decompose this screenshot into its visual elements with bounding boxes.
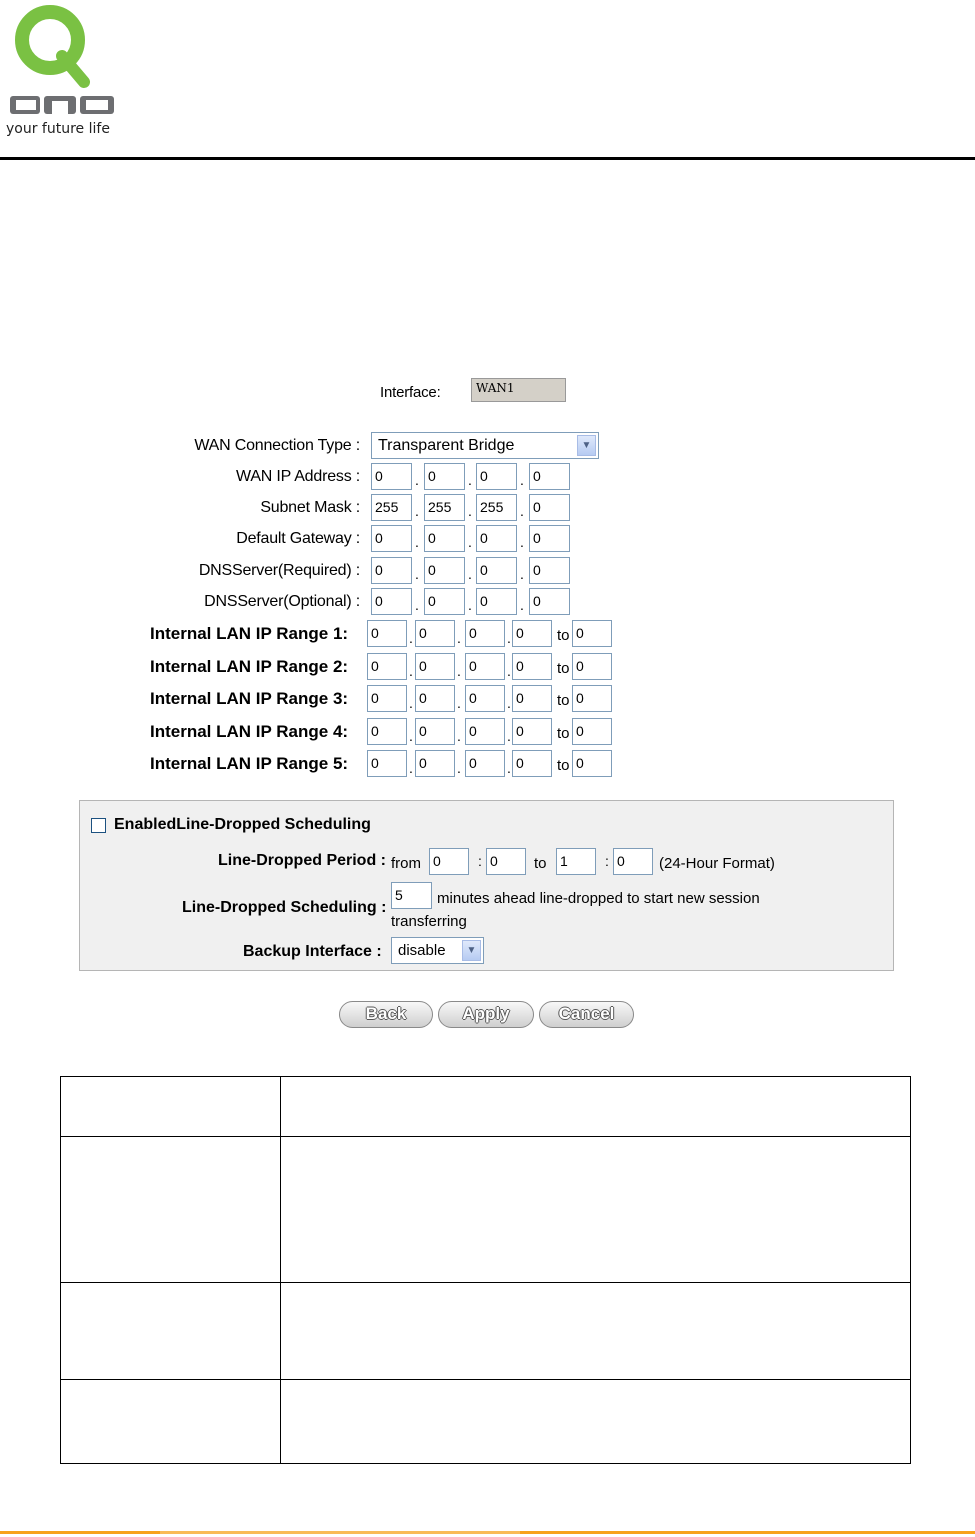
- qno-logo-icon: [4, 0, 124, 140]
- dns-required-label: DNSServer(Required) :: [198, 562, 360, 579]
- octet-separator: .: [520, 503, 524, 519]
- octet-separator: .: [409, 663, 413, 679]
- wan-ip-octet-3-input[interactable]: 0: [476, 463, 517, 490]
- octet-separator: .: [468, 472, 472, 488]
- lan-range-3-octet-4-input[interactable]: 0: [512, 685, 552, 712]
- lan-range-3-to-label: to: [557, 692, 570, 709]
- octet-separator: .: [468, 597, 472, 613]
- lan-range-4-end-input[interactable]: 0: [572, 718, 612, 745]
- lan-range-2-to-label: to: [557, 660, 570, 677]
- lan-range-2-octet-1-input[interactable]: 0: [367, 653, 407, 680]
- lan-range-3-label: Internal LAN IP Range 3:: [150, 689, 349, 708]
- octet-separator: .: [409, 760, 413, 776]
- qno-logo: [4, 0, 124, 140]
- lan-range-4-octet-2-input[interactable]: 0: [415, 718, 455, 745]
- octet-separator: .: [457, 695, 461, 711]
- wan-connection-type-label: WAN Connection Type :: [194, 437, 360, 454]
- default-gateway-octet-2-input[interactable]: 0: [424, 525, 465, 552]
- lan-range-3-octet-2-input[interactable]: 0: [415, 685, 455, 712]
- enable-scheduling-label: EnabledLine-Dropped Scheduling: [114, 816, 371, 833]
- octet-separator: .: [520, 472, 524, 488]
- lan-range-3-octet-1-input[interactable]: 0: [367, 685, 407, 712]
- chevron-down-icon[interactable]: ▼: [462, 940, 481, 961]
- octet-separator: .: [468, 534, 472, 550]
- line-dropped-period-label: Line-Dropped Period :: [218, 852, 386, 869]
- lan-range-5-octet-2-input[interactable]: 0: [415, 750, 455, 777]
- dns-required-octet-3-input[interactable]: 0: [476, 557, 517, 584]
- description-table: [60, 1076, 911, 1464]
- dns-optional-octet-2-input[interactable]: 0: [424, 588, 465, 615]
- wan-ip-label: WAN IP Address :: [236, 468, 360, 485]
- lan-range-5-end-input[interactable]: 0: [572, 750, 612, 777]
- header-divider: [0, 157, 975, 160]
- wan-ip-octet-2-input[interactable]: 0: [424, 463, 465, 490]
- minutes-ahead-input[interactable]: 5: [391, 882, 432, 909]
- lan-range-5-label: Internal LAN IP Range 5:: [150, 754, 349, 773]
- dns-optional-octet-3-input[interactable]: 0: [476, 588, 517, 615]
- octet-separator: .: [520, 566, 524, 582]
- dns-required-octet-1-input[interactable]: 0: [371, 557, 412, 584]
- interface-field: WAN1: [471, 378, 566, 402]
- lan-range-4-to-label: to: [557, 725, 570, 742]
- octet-separator: .: [507, 663, 511, 679]
- colon-separator: :: [605, 853, 609, 869]
- lan-range-5-octet-3-input[interactable]: 0: [465, 750, 505, 777]
- table-column-divider: [280, 1077, 281, 1463]
- to-hour-input[interactable]: 1: [556, 848, 596, 875]
- wan-ip-octet-1-input[interactable]: 0: [371, 463, 412, 490]
- octet-separator: .: [457, 760, 461, 776]
- octet-separator: .: [468, 503, 472, 519]
- line-dropped-scheduling-panel: [79, 800, 894, 971]
- colon-separator: :: [478, 853, 482, 869]
- octet-separator: .: [457, 728, 461, 744]
- table-row: [61, 1283, 910, 1380]
- lan-range-2-label: Internal LAN IP Range 2:: [150, 657, 349, 676]
- wan-connection-type-select[interactable]: [371, 432, 599, 459]
- lan-range-3-end-input[interactable]: 0: [572, 685, 612, 712]
- minutes-ahead-text: minutes ahead line-dropped to start new session: [437, 890, 760, 907]
- enable-scheduling-checkbox[interactable]: [91, 818, 106, 833]
- subnet-mask-octet-1-input[interactable]: 255: [371, 494, 412, 521]
- lan-range-1-octet-4-input[interactable]: 0: [512, 620, 552, 647]
- dns-optional-label: DNSServer(Optional) :: [204, 593, 360, 610]
- octet-separator: .: [409, 630, 413, 646]
- octet-separator: .: [507, 728, 511, 744]
- from-label: from: [391, 855, 421, 872]
- lan-range-1-end-input[interactable]: 0: [572, 620, 612, 647]
- lan-range-4-octet-4-input[interactable]: 0: [512, 718, 552, 745]
- octet-separator: .: [520, 597, 524, 613]
- line-dropped-scheduling-label: Line-Dropped Scheduling :: [182, 899, 387, 916]
- backup-interface-value: disable: [398, 942, 446, 959]
- back-button[interactable]: Back: [339, 1001, 433, 1028]
- lan-range-1-octet-1-input[interactable]: 0: [367, 620, 407, 647]
- octet-separator: .: [415, 597, 419, 613]
- octet-separator: .: [415, 472, 419, 488]
- lan-range-1-to-label: to: [557, 627, 570, 644]
- lan-range-2-octet-3-input[interactable]: 0: [465, 653, 505, 680]
- octet-separator: .: [507, 760, 511, 776]
- lan-range-4-octet-1-input[interactable]: 0: [367, 718, 407, 745]
- octet-separator: .: [409, 695, 413, 711]
- chevron-down-icon[interactable]: ▼: [577, 435, 596, 456]
- lan-range-5-octet-4-input[interactable]: 0: [512, 750, 552, 777]
- lan-range-1-label: Internal LAN IP Range 1:: [150, 624, 349, 643]
- lan-range-1-octet-2-input[interactable]: 0: [415, 620, 455, 647]
- wan-ip-octet-4-input[interactable]: 0: [529, 463, 570, 490]
- wan-connection-type-value: Transparent Bridge: [378, 437, 515, 454]
- default-gateway-octet-1-input[interactable]: 0: [371, 525, 412, 552]
- from-minute-input[interactable]: 0: [486, 848, 526, 875]
- lan-range-2-octet-4-input[interactable]: 0: [512, 653, 552, 680]
- octet-separator: .: [457, 630, 461, 646]
- subnet-mask-octet-4-input[interactable]: 0: [529, 494, 570, 521]
- default-gateway-octet-4-input[interactable]: 0: [529, 525, 570, 552]
- backup-interface-label: Backup Interface :: [243, 943, 382, 960]
- subnet-mask-octet-2-input[interactable]: 255: [424, 494, 465, 521]
- lan-range-2-end-input[interactable]: 0: [572, 653, 612, 680]
- to-label: to: [534, 855, 547, 872]
- octet-separator: .: [507, 630, 511, 646]
- interface-label: Interface:: [380, 384, 441, 401]
- octet-separator: .: [415, 503, 419, 519]
- default-gateway-octet-3-input[interactable]: 0: [476, 525, 517, 552]
- octet-separator: .: [468, 566, 472, 582]
- octet-separator: .: [520, 534, 524, 550]
- octet-separator: .: [507, 695, 511, 711]
- to-minute-input[interactable]: 0: [613, 848, 653, 875]
- default-gateway-label: Default Gateway :: [236, 530, 360, 547]
- table-row: [61, 1077, 910, 1137]
- dns-required-octet-2-input[interactable]: 0: [424, 557, 465, 584]
- footer-divider-highlight: [160, 1531, 520, 1534]
- lan-range-4-label: Internal LAN IP Range 4:: [150, 722, 349, 741]
- subnet-mask-label: Subnet Mask :: [260, 499, 360, 516]
- subnet-mask-octet-3-input[interactable]: 255: [476, 494, 517, 521]
- from-hour-input[interactable]: 0: [429, 848, 469, 875]
- logo-tagline: your future life: [6, 121, 110, 137]
- octet-separator: .: [415, 566, 419, 582]
- lan-range-2-octet-2-input[interactable]: 0: [415, 653, 455, 680]
- hour-format-label: (24-Hour Format): [659, 855, 775, 872]
- cancel-button[interactable]: Cancel: [539, 1001, 634, 1028]
- minutes-ahead-text-continued: transferring: [391, 913, 467, 930]
- octet-separator: .: [409, 728, 413, 744]
- lan-range-1-octet-3-input[interactable]: 0: [465, 620, 505, 647]
- lan-range-4-octet-3-input[interactable]: 0: [465, 718, 505, 745]
- lan-range-5-to-label: to: [557, 757, 570, 774]
- apply-button[interactable]: Apply: [438, 1001, 534, 1028]
- table-row: [61, 1137, 910, 1283]
- octet-separator: .: [415, 534, 419, 550]
- dns-required-octet-4-input[interactable]: 0: [529, 557, 570, 584]
- dns-optional-octet-4-input[interactable]: 0: [529, 588, 570, 615]
- octet-separator: .: [457, 663, 461, 679]
- lan-range-3-octet-3-input[interactable]: 0: [465, 685, 505, 712]
- backup-interface-select[interactable]: [391, 937, 484, 964]
- dns-optional-octet-1-input[interactable]: 0: [371, 588, 412, 615]
- lan-range-5-octet-1-input[interactable]: 0: [367, 750, 407, 777]
